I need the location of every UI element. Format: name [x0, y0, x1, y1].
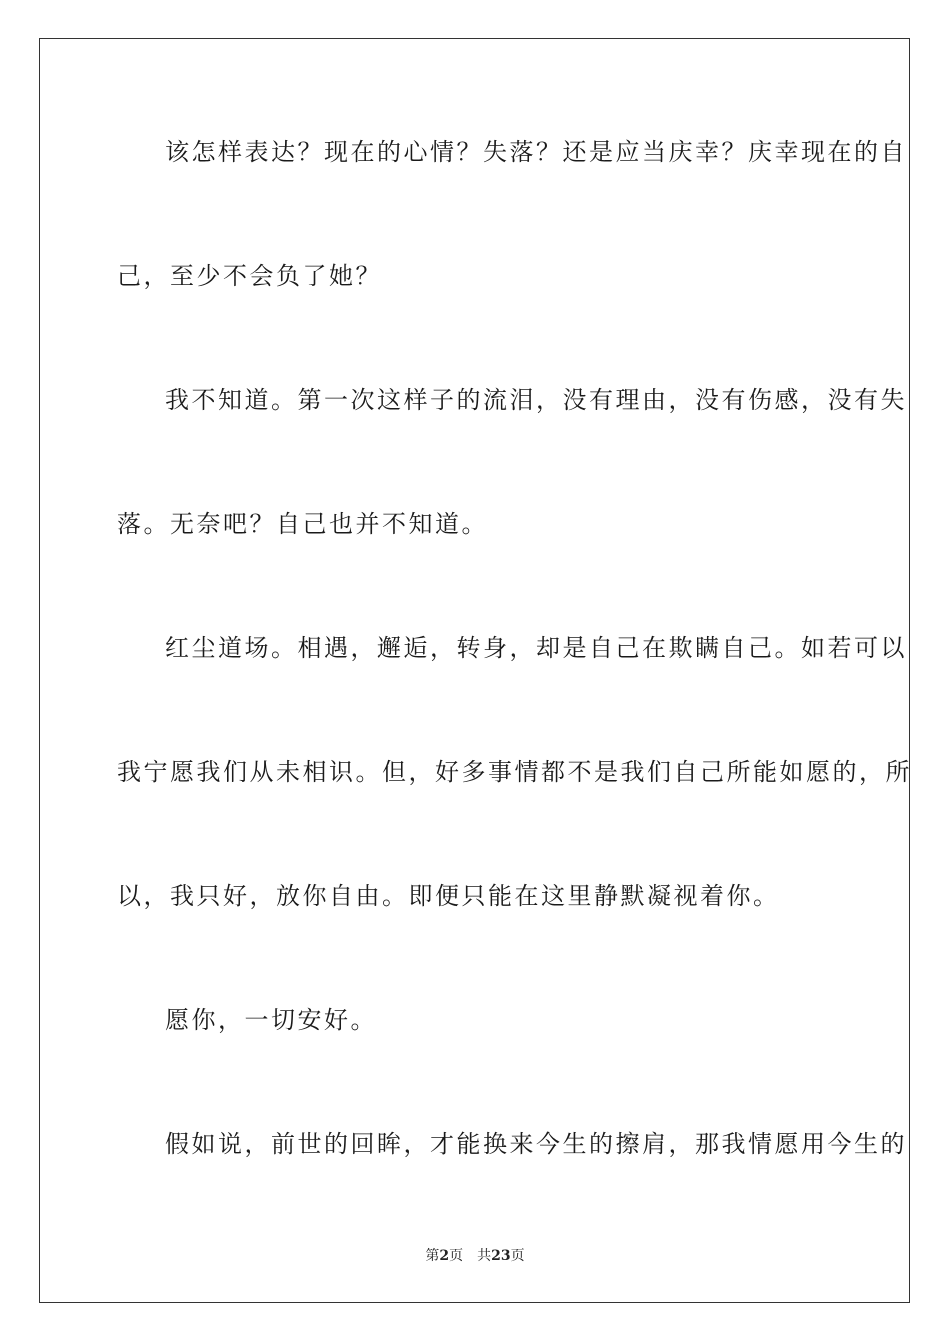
- text-line: 假如说，前世的回眸，才能换来今生的擦肩，那我情愿用今生的: [165, 1130, 907, 1158]
- page-footer: [0, 1247, 950, 1265]
- text-line: 我宁愿我们从未相识。但，好多事情都不是我们自己所能如愿的，所: [117, 758, 912, 786]
- text-line: 己，至少不会负了她？: [117, 262, 382, 290]
- text-line: 落。无奈吧？自己也并不知道。: [117, 510, 488, 538]
- total-pages: 23: [491, 1248, 511, 1264]
- text-line: 该怎样表达？现在的心情？失落？还是应当庆幸？庆幸现在的自: [165, 138, 907, 166]
- total-suffix: 页: [510, 1248, 525, 1264]
- page-suffix: 页: [449, 1248, 464, 1264]
- page-border: [39, 38, 910, 1303]
- total-prefix: 共: [477, 1248, 492, 1264]
- text-line: 我不知道。第一次这样子的流泪，没有理由，没有伤感，没有失: [165, 386, 907, 414]
- page-number: 2: [439, 1248, 450, 1264]
- text-line: 红尘道场。相遇，邂逅，转身，却是自己在欺瞒自己。如若可以: [165, 634, 907, 662]
- text-line: 愿你，一切安好。: [165, 1006, 377, 1034]
- text-line: 以，我只好，放你自由。即便只能在这里静默凝视着你。: [117, 882, 780, 910]
- page-prefix: 第: [425, 1248, 440, 1264]
